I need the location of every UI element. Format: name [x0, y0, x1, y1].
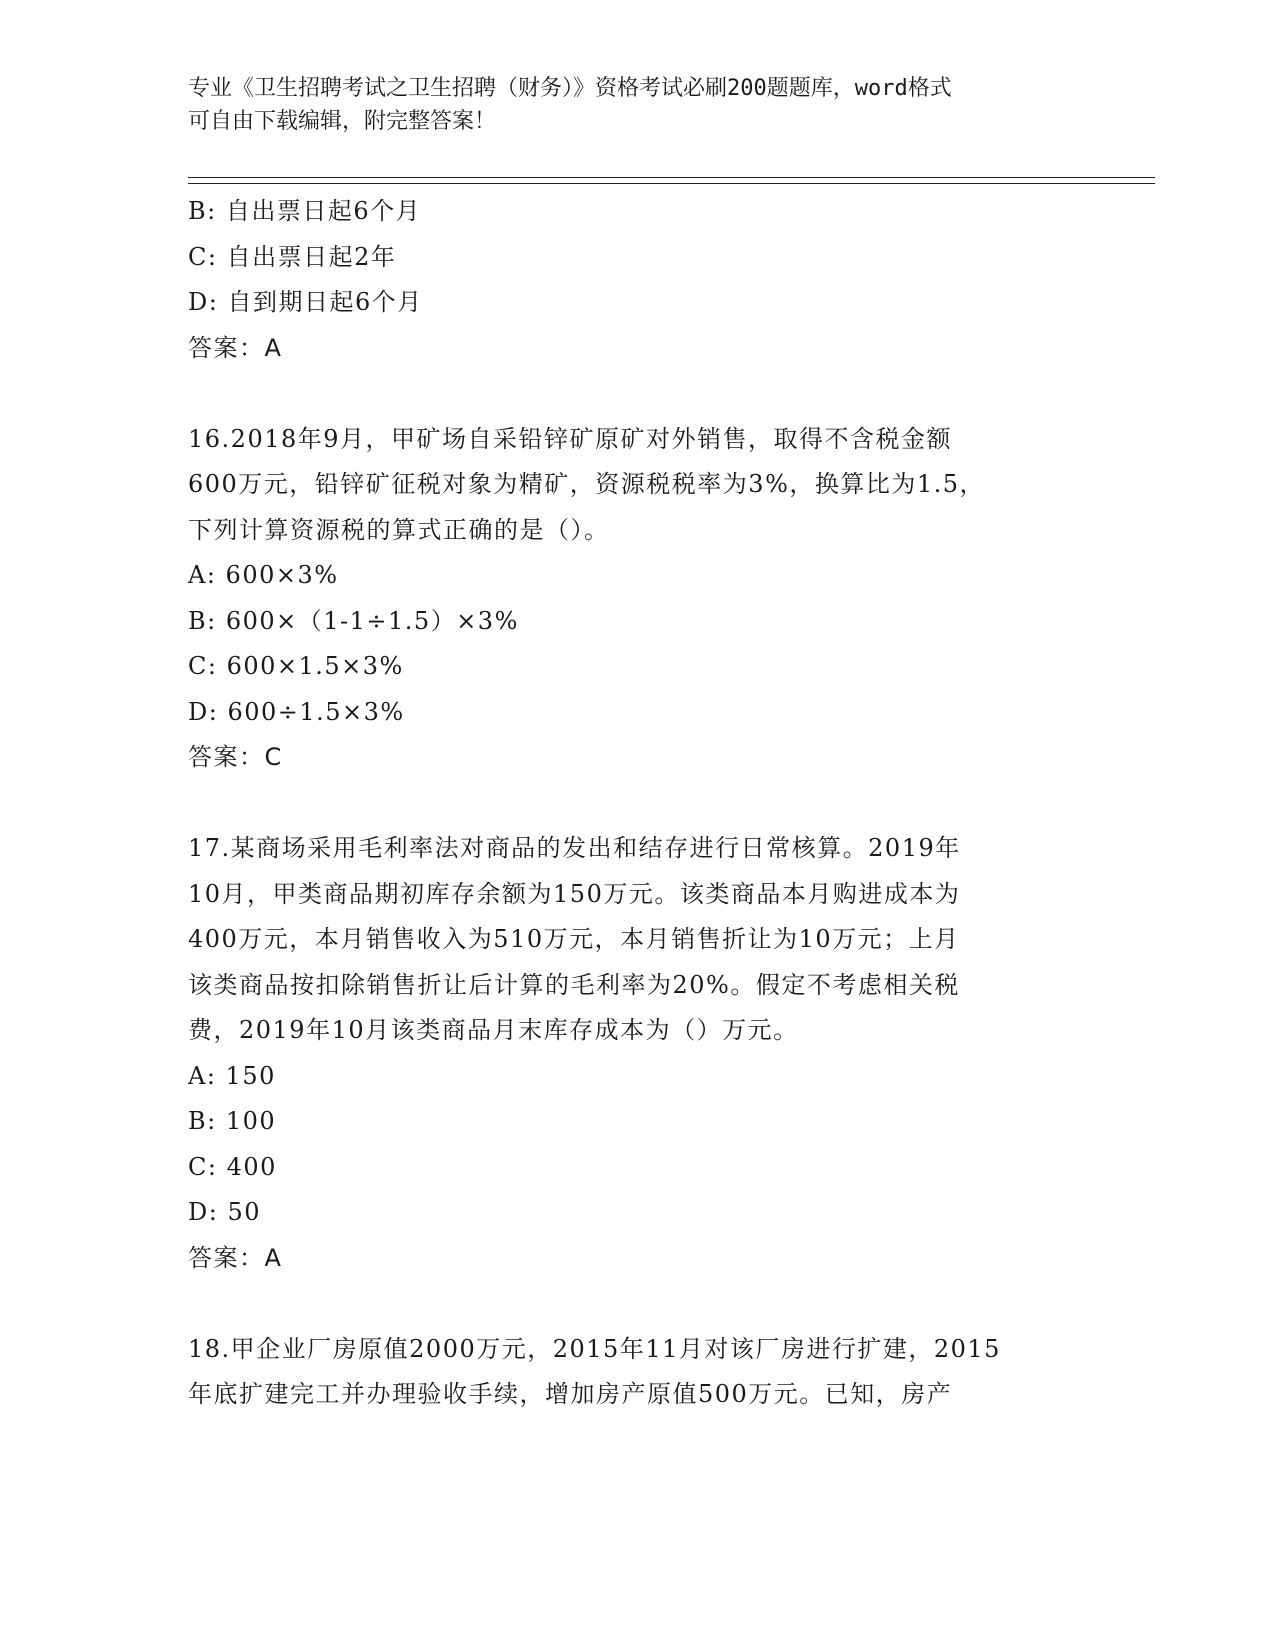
header-divider-top	[188, 177, 1155, 178]
question-stem-line: 年底扩建完工并办理验收手续，增加房产原值500万元。已知，房产	[188, 1380, 953, 1408]
question-stem-line: 18.甲企业厂房原值2000万元，2015年11月对该厂房进行扩建，2015	[188, 1334, 1001, 1363]
question-stem-line: 400万元，本月销售收入为510万元，本月销售折让为10万元；上月	[188, 925, 960, 953]
question-stem-line: 该类商品按扣除销售折让后计算的毛利率为20%。假定不考虑相关税	[188, 970, 960, 999]
spacer	[188, 371, 1088, 417]
option-c: C: 自出票日起2年	[188, 242, 397, 271]
option-d: D: 自到期日起6个月	[188, 288, 423, 316]
header-title-line-2: 可自由下载编辑，附完整答案！	[188, 109, 497, 134]
question-17	[188, 826, 1088, 1281]
question-stem-line: 10月，甲类商品期初库存余额为150万元。该类商品本月购进成本为	[188, 879, 961, 908]
answer-label: 答案：A	[188, 333, 283, 362]
option-c: C: 400	[188, 1152, 277, 1181]
question-stem-line: 17.某商场采用毛利率法对商品的发出和结存进行日常核算。2019年	[188, 834, 961, 862]
question-stem-line: 16.2018年9月，甲矿场自采铅锌矿原矿对外销售，取得不含税金额	[188, 424, 953, 453]
option-a: A: 600×3%	[188, 561, 339, 589]
question-18	[188, 1327, 1088, 1418]
question-stem-line: 下列计算资源税的算式正确的是（）。	[188, 515, 610, 544]
header-divider-bottom	[188, 183, 1155, 184]
answer-label: 答案：C	[188, 743, 283, 771]
spacer	[188, 781, 1088, 827]
option-b: B: 600×（1-1÷1.5）×3%	[188, 606, 519, 635]
option-b: B: 100	[188, 1107, 277, 1135]
option-a: A: 150	[188, 1061, 276, 1090]
question-16	[188, 417, 1088, 781]
question-15-tail	[188, 189, 1088, 371]
option-b: B: 自出票日起6个月	[188, 197, 422, 225]
option-c: C: 600×1.5×3%	[188, 652, 404, 680]
question-list	[188, 189, 1088, 1418]
option-d: D: 50	[188, 1198, 261, 1226]
spacer	[188, 1281, 1088, 1327]
question-stem-line: 费，2019年10月该类商品月末库存成本为（）万元。	[188, 1016, 799, 1044]
question-stem-line: 600万元，铅锌矿征税对象为精矿，资源税税率为3%，换算比为1.5，	[188, 470, 986, 498]
answer-label: 答案：A	[188, 1243, 283, 1272]
header-title-line-1: 专业《卫生招聘考试之卫生招聘（财务）》资格考试必刷200题题库，word格式	[188, 76, 952, 101]
option-d: D: 600÷1.5×3%	[188, 697, 405, 726]
document-header	[188, 72, 1068, 138]
